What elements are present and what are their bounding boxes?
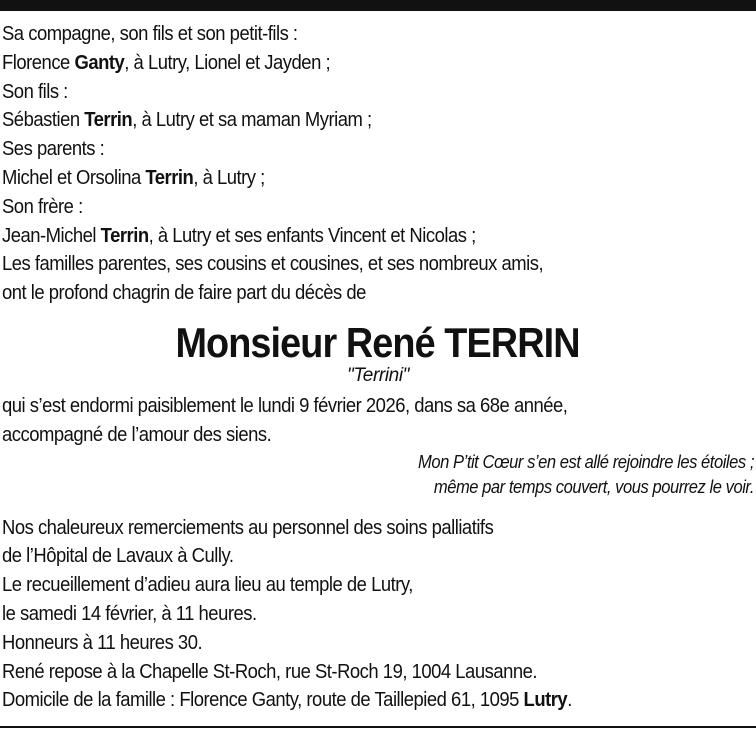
thanks-line-1: Nos chaleureux remerciements au personnel des soins palliatifs (2, 515, 494, 539)
announcement-line: ont le profond chagrin de faire part du décès de (2, 281, 366, 305)
family-line-partner-heading: Sa compagne, son fils et son petit-fils : (2, 22, 298, 45)
death-line-2: accompagné de l’amour des siens. (2, 422, 272, 446)
family-line-relatives: Les familles parentes, ses cousins et cousines, et ses nombreux amis, (2, 252, 544, 276)
obituary-notice (2, 20, 754, 715)
deceased-nickname: "Terrini" (347, 364, 409, 386)
ceremony-info (2, 514, 754, 716)
poem-line-1: Mon P’tit Cœur s’en est allé rejoindre les étoiles ; (418, 451, 754, 472)
top-border-bar (0, 0, 756, 11)
thanks-line-2: de l’Hôpital de Lavaux à Cully. (2, 544, 234, 568)
family-line-partner: Florence Ganty, à Lutry, Lionel et Jayden ; (2, 50, 331, 74)
ceremony-line-1: Le recueillement d’adieu aura lieu au temple de Lutry, (2, 573, 413, 597)
family-line-brother: Jean-Michel Terrin, à Lutry et ses enfants Vincent et Nicolas ; (2, 223, 476, 247)
ceremony-line-2: le samedi 14 février, à 11 heures. (2, 601, 257, 625)
family-list (2, 20, 754, 308)
bottom-border-rule (0, 726, 756, 728)
surname-terrin: Terrin (145, 165, 194, 189)
family-address-line: Domicile de la famille : Florence Ganty, route de Taillepied 61, 1095 Lutry. (2, 688, 572, 712)
family-line-son: Sébastien Terrin, à Lutry et sa maman Myriam ; (2, 108, 372, 132)
family-line-parents-heading: Ses parents : (2, 137, 105, 161)
family-line-parents: Michel et Orsolina Terrin, à Lutry ; (2, 165, 265, 189)
poem-quote (2, 450, 754, 501)
family-line-son-heading: Son fils : (2, 79, 68, 103)
city-lutry: Lutry (523, 688, 568, 712)
poem-line-2: même par temps couvert, vous pourrez le voir. (433, 477, 754, 498)
surname-terrin: Terrin (100, 223, 149, 247)
death-line-1: qui s’est endormi paisiblement le lundi 9 février 2026, dans sa 68e année, (2, 393, 568, 417)
deceased-name-block (2, 320, 754, 366)
family-line-brother-heading: Son frère : (2, 194, 83, 218)
spacer (2, 501, 754, 514)
deceased-name: Monsieur René TERRIN (175, 318, 581, 366)
honours-line: Honneurs à 11 heures 30. (2, 630, 203, 654)
surname-ganty: Ganty (74, 50, 125, 74)
rest-place-line: René repose à la Chapelle St-Roch, rue St-Roch 19, 1004 Lausanne. (2, 659, 538, 683)
surname-terrin: Terrin (84, 108, 133, 132)
